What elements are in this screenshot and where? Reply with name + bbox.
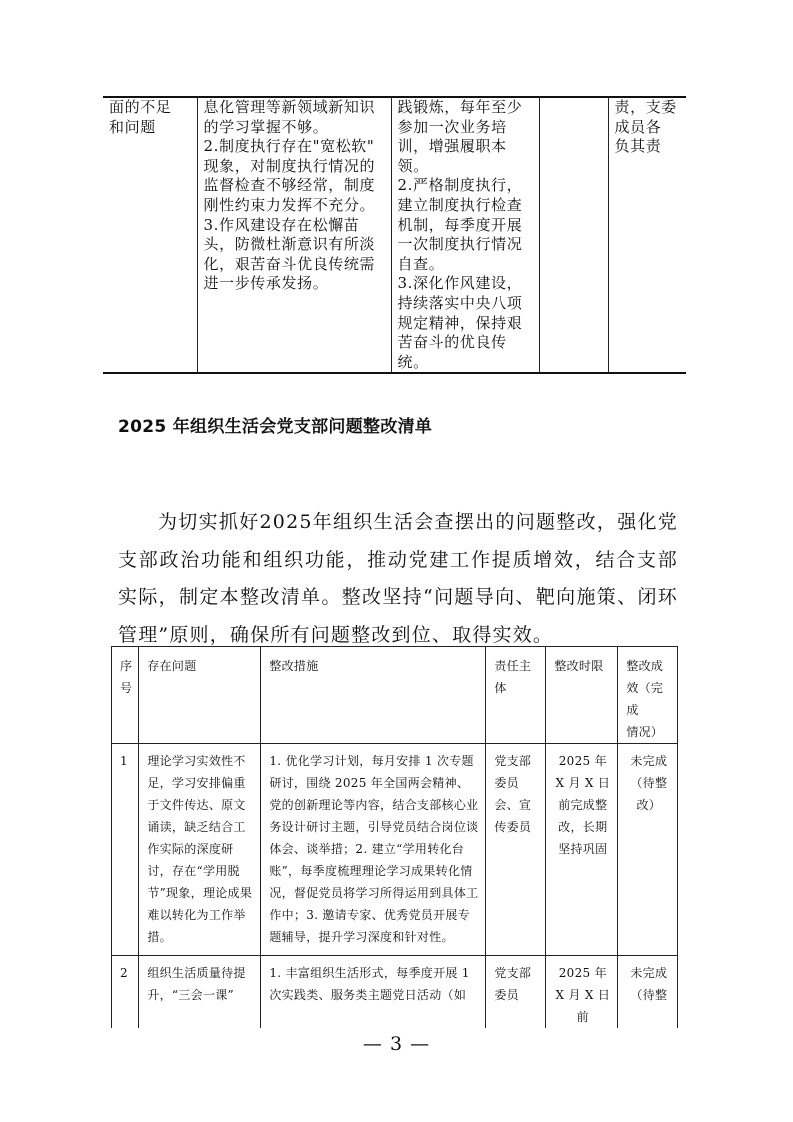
row-measures: 1. 优化学习计划，每月安排 1 次专题研讨，围绕 2025 年全国两会精神、党的创新理论等内容，结合支部核心业务设计研讨主题，引导党员结合岗位谈体会、谈举措；2. 建立“学用转化台账”，每季度梳理理论学习成果转化情况，督促党员将学习所得运用到具体工作中；3. 邀请专家、优秀党员开展专题辅导，提升学习深度和针对性。 [261, 744, 486, 956]
header-problem: 存在问题 [139, 647, 261, 744]
table-cell: 责，支委 成员各 负其责 [608, 97, 686, 373]
rectification-table [111, 646, 678, 1028]
table-cell: 践锻炼，每年至少 参加一次业务培 训，增强履职本领。 2.严格制度执行， 建立制度执行检查 机制，每季度开展 一次制度执行情况 自查。 3.深化作风建设， 持续落实中央八项 规定精神，保持艰 苦奋斗的优良传 统。 [391, 97, 539, 373]
intro-paragraph: 为切实抓好2025年组织生活会查摆出的问题整改，强化党支部政治功能和组织功能，推动党建工作提质增效，结合支部实际，制定本整改清单。整改坚持“问题导向、靶向施策、闭环管理”原则，确保所有问题整改到位、取得实效。 [118, 511, 678, 646]
row-no: 2 [112, 956, 139, 1029]
row-owner: 党支部委员 [486, 956, 546, 1029]
row-deadline: 2025 年 X 月 X 日前 [546, 956, 618, 1029]
section-heading: 2025 年组织生活会党支部问题整改清单 [118, 417, 433, 437]
table-row [112, 956, 678, 1029]
row-result: 未完成（待整改） [618, 744, 678, 956]
row-measures: 1. 丰富组织生活形式，每季度开展 1 次实践类、服务类主题党日活动（如 [261, 956, 486, 1029]
table-row [103, 97, 686, 373]
row-problem: 组织生活质量待提升，“三会一课” [139, 956, 261, 1029]
row-owner: 党支部委员会、宣传委员 [486, 744, 546, 956]
row-deadline: 2025 年 X 月 X 日前完成整改，长期坚持巩固 [546, 744, 618, 956]
table-cell: 息化管理等新领域新知识 的学习掌握不够。 2.制度执行存在"宽松软" 现象，对制度执行情况的 监督检查不够经常，制度 刚性约束力发挥不充分。 3.作风建设存在松懈苗 头，防微杜渐意识有所淡 化，艰苦奋斗优良传统需 进一步传承发扬。 [197, 97, 391, 373]
table-header-row [112, 647, 678, 744]
header-owner: 责任主 体 [486, 647, 546, 744]
row-result: 未完成（待整 [618, 956, 678, 1029]
header-result: 整改成 效（完成 情况） [618, 647, 678, 744]
table-cell: 面的不足 和问题 [103, 97, 197, 373]
header-no: 序 号 [112, 647, 139, 744]
page-number: — 3 — [362, 1033, 431, 1055]
header-measures: 整改措施 [261, 647, 486, 744]
continuation-table [103, 96, 686, 374]
table-cell [539, 97, 608, 373]
row-problem: 理论学习实效性不足，学习安排偏重于文件传达、原文诵读，缺乏结合工作实际的深度研讨，存在“学用脱节”现象，理论成果难以转化为工作举措。 [139, 744, 261, 956]
header-deadline: 整改时限 [546, 647, 618, 744]
row-no: 1 [112, 744, 139, 956]
table-row [112, 744, 678, 956]
